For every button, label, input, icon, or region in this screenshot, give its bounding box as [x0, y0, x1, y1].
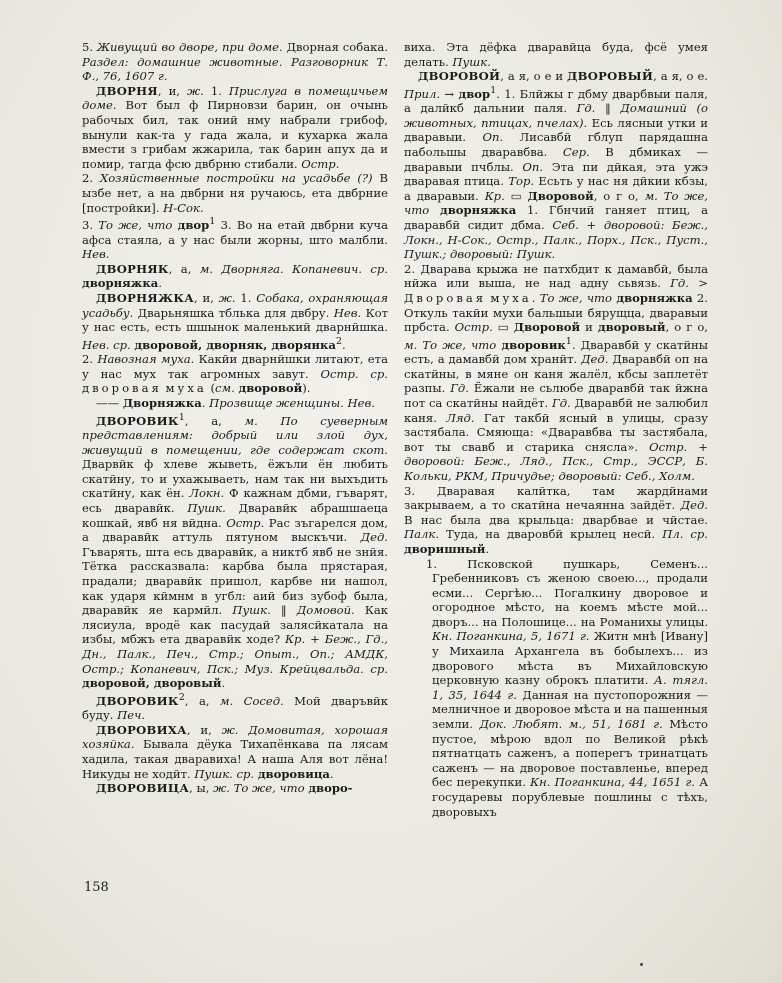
dictionary-paragraph: ДВОРОВИХА, и, ж. Домовитая, хорошая хозяйка. Бывала дёука Тихапёнкава па лясам хадила, такая дваравиха! А наша Аля вот лёна! Никуды не ходйт. Пушк. ср. дворовица.: [82, 722, 388, 781]
dictionary-paragraph: виха. Эта дёфка дваравйца буда, фсё умея делать. Пушк.: [404, 40, 708, 69]
speck-mark: [640, 963, 643, 966]
right-column: [404, 40, 708, 819]
dictionary-paragraph: ДВОРОВОЙ, а я, о е и ДВОРОВЫЙ, а я, о е. Прил. → двор$^1$. 1. Блйжы г дбму дварбвыи паля, а далйкб дальнии паля. Гд. ‖ Домашний (о животных, птицах, пчелах). Есь лясныи утки и дваравыи. Оп. Лисавбй гблуп парядашна пабольшы дваравбва. Сер. В дбмиках — дваравыи пчблы. Оп. Эта пи дйкая, эта ужэ дваравая птица. Тор. Есьть у нас ня дйкии кбзы, а дваравыи. Кр. ▭ Дворовой, о г о, м. То же, что дворняжка 1. Гбнчий ганяет птиц, а дваравбй сидит дбма. Себ. + дворовой: Беж., Локн., Н-Сок., Остр., Палк., Порх., Пск., Пуст., Пушк.; дворовый: Пушк.: [404, 69, 709, 262]
dictionary-paragraph: ДВОРНЯ, и, ж. 1. Прислуга в помещичьем доме. Вот был ф Пирновзи барин, он очынь рабочых бил, так оний нму набрали грибоф, вынули как-та у гада жала, и кухарка жала вмести з грибам жжарила, так барин апух да и помир, тагда фсю двбрню стибали. Остр.: [82, 83, 388, 171]
dictionary-paragraph: ДВОРНЯК, а, м. Дворняга. Копаневич. ср. дворняжка.: [82, 261, 388, 291]
dictionary-paragraph: 5. Живущий во дворе, при доме. Дворная собака. Раздел: домашние животные. Разговорник Т. Ф., 76, 1607 г.: [82, 40, 388, 84]
dictionary-paragraph: —— Дворняжка. Прозвище женщины. Нев.: [96, 395, 375, 410]
page-number: 158: [84, 880, 109, 895]
dictionary-paragraph: ДВОРОВИЦА, ы, ж. То же, что дворо-: [96, 781, 353, 796]
dictionary-paragraph: 2. Хозяйственные постройки на усадьбе (?) В ызбе нет, а на двбрни ня ручаюсь, ета двбрние [постройки]. Н-Сок.: [82, 171, 388, 215]
dictionary-paragraph: 2. Навозная муха. Какйи дварнйшки литают, ета у нас мух так агромных завут. Остр. ср. дворовая муха (см. дворовой).: [82, 352, 388, 396]
dictionary-paragraph: 3. Дваравая калйтка, там жардйнами закрываем, а то скатйна нечаянна зайдёт. Дед. В нас была два крыльца: дварбвае и чйстае. Палк. Туда, на дваровбй крылец несй. Пл. ср. дворишный.: [404, 483, 708, 556]
dictionary-paragraph: 1. Псковской пушкарь, Семенъ... Гребенниковъ съ женою своею..., продали есми... Сергѣю... Погалкину дворовое и огородное мѣсто, на коемъ мѣсте мой... дворъ... на Полошице... на Романихы улицы. Кн. Поганкина, 5, 1671 г. Житн мнѣ [Ивану] у Михаила Архангела въ бобылехъ... из дворового мѣста въ Михайловскую церковную казну оброкъ платити. А. тягл. 1, 35, 1644 г. Данная на пустопорожния — мелничное и дворовое мѣста и на пашенныя земли. Док. Любят. м., 51, 1681 г. Мѣсто пустое, мѣрою вдол по Великой рѣкѣ пятнатцать саженъ, а поперегъ тринатцать саженъ — на дворовое поставленье, вперед бес перекупки. Кн. Поганкина, 44, 1651 г. А государевы порублевые пошлины с тѣхъ, дворовыхъ: [426, 556, 708, 819]
dictionary-paragraph: 2. Дварава крыжа не патхбдит к дамавбй, была нйжа или выша, не над адну сьвязь. Гд. > Дворовая муха. То же, что дворняжка 2. Откуль такйи мухи бальшыи бярущца, дваравыи прбста. Остр. ▭ Дворовой и дворовый, о г о, м. То же, что дворовик$^1$. Дваравбй у скатйны есть, а дамавбй дом хранйт. Дед. Дваравбй оп на скатйны, в мяне он каня жалёл, кбсы заплетёт разпы. Гд. Ёжали не сьлюбе дваравбй так йжна пот са скатйны найдёт. Гд. Дваравбй не залюбил каня. Ляд. Гат такбй ясный в улицы, сразу застябала. Смяюща: «Дваравбва ты застябала, вот ты свавб и старика снясла». Остр. + дворовой: Беж., Ляд., Пск., Стр., ЭССР, Б. Кольки, РКМ, Причудье; дворовый: Себ., Холм.: [404, 261, 709, 483]
dictionary-paragraph: ДВОРОВИК$^1$, а, м. По суеверным представлениям: добрый или злой дух, живущий в помещении, где содержат скот. Дварвйк ф хлеве жыветь, ёжъли ён любить скатйну, то и ухажываеть, нам так ни выхъдить скатйну, как ён. Локн. Ф кажнам дбми, гъварят, есь дваравйк. Пушк. Дваравйк абрашшаеца кошкай, явб ня вйдна. Остр. Рас зъгарелся дом, а дваравйк аттуль пятуном выскъчи. Дед. Гъварять, шта есь дваравйк, а никтб явб не знйя. Тётка рассказвала: карбва была прястарая, прадали; дваравйк пришол, карбве ни нашол, как ударя кймнм в угбл: аий биз зубоф была, дваравйк яе кармйл. Пушк. ‖ Домовой. Как лясиула, вродё как пасудай залясйкатала на избы, мбжъ ета дваравйк ходе? Кр. + Беж., Гд., Дн., Палк., Печ., Стр.; Опыт., Оп.; АМДК, Остр.; Копаневич, Пск.; Муз. Крейцвальда. ср. дворовой, дворовый.: [82, 411, 389, 691]
dictionary-paragraph: ДВОРОВИК$^2$, а, м. Сосед. Мой дваръвйк буду. Печ.: [82, 691, 388, 723]
dictionary-paragraph: ДВОРНЯЖКА, и, ж. 1. Собака, охраняющая усадьбу. Дварьняшка тблька для двбру. Нев. Кот у нас есть, есть шшынок маленький дварнйшка. Нев. ср. дворовой, дворняк, дворянка$^2$.: [82, 290, 388, 352]
left-column: [82, 40, 388, 796]
dictionary-paragraph: 3. То же, что двор$^1$ 3. Во на етай двбрни куча афса стаяла, а у нас были жорны, што малбли. Нев.: [82, 216, 389, 262]
